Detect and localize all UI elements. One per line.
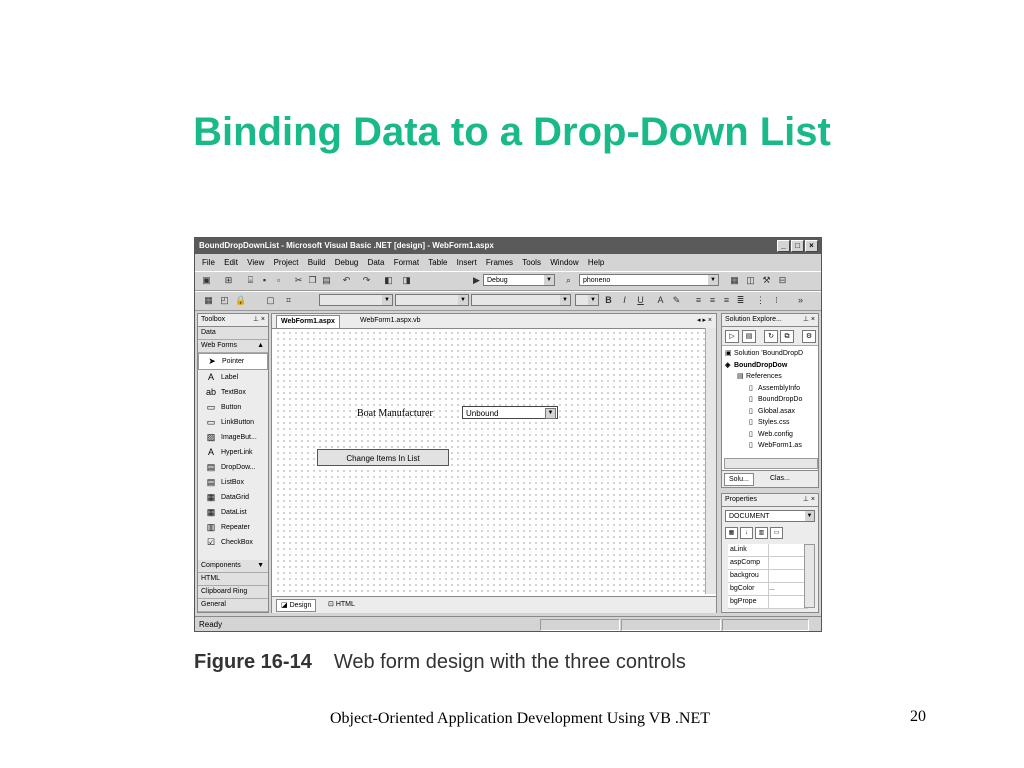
lock-icon[interactable]: 🔒 bbox=[235, 295, 247, 305]
back-color-icon[interactable]: ✎ bbox=[672, 295, 681, 305]
tree-item[interactable] bbox=[722, 429, 818, 441]
new-project-icon[interactable]: ▣ bbox=[202, 275, 211, 285]
class-view-icon[interactable]: ⊟ bbox=[778, 275, 787, 285]
dropdown-value: Unbound bbox=[466, 409, 499, 418]
properties-panel bbox=[721, 493, 819, 613]
menu-insert[interactable]: Insert bbox=[456, 258, 477, 267]
font-name-select[interactable] bbox=[395, 294, 469, 306]
tree-item[interactable] bbox=[722, 371, 818, 383]
repeater-icon: ▥ bbox=[206, 522, 216, 532]
zoom-select[interactable] bbox=[575, 294, 599, 306]
tree-item[interactable] bbox=[722, 383, 818, 395]
tab-html[interactable] bbox=[324, 599, 359, 610]
tree-item-label: AssemblyInfo bbox=[758, 384, 801, 392]
tab-nav-icon[interactable]: ◂ ▸ × bbox=[696, 317, 712, 324]
property-name: aLink bbox=[728, 544, 769, 556]
boat-dropdown-list[interactable] bbox=[462, 406, 558, 419]
property-name: backgrou bbox=[728, 570, 769, 582]
block-format-select[interactable] bbox=[319, 294, 393, 306]
show-all-files-icon[interactable]: ⧉ bbox=[780, 330, 794, 343]
listbox-icon: ▤ bbox=[206, 477, 216, 487]
save-all-icon[interactable]: ▫ bbox=[276, 275, 281, 285]
menu-debug[interactable]: Debug bbox=[334, 258, 359, 267]
tree-item-label: References bbox=[746, 373, 782, 380]
page-number: 20 bbox=[910, 708, 926, 725]
toolbox-item[interactable] bbox=[198, 490, 268, 505]
solution-scrollbar[interactable] bbox=[724, 458, 818, 469]
bring-forward-icon[interactable]: ⌗ bbox=[285, 295, 292, 305]
properties-title: Properties bbox=[725, 496, 757, 503]
view-tabs bbox=[272, 596, 716, 613]
properties-grid bbox=[728, 544, 808, 609]
chevron-down-icon: ▼ bbox=[588, 295, 598, 305]
menu-build[interactable]: Build bbox=[307, 258, 326, 267]
chevron-down-icon: ▼ bbox=[545, 408, 556, 419]
pin-icon[interactable]: ⊥ × bbox=[802, 316, 815, 323]
toolbox-bottom-categories bbox=[198, 560, 268, 612]
toolbox-category-label: Web Forms bbox=[201, 342, 238, 349]
file-icon: ▯ bbox=[749, 442, 753, 449]
justify-icon[interactable]: ≣ bbox=[736, 295, 745, 305]
solution-tabs bbox=[722, 470, 818, 487]
toolbox-header bbox=[198, 314, 268, 327]
pin-icon[interactable]: ⊥ × bbox=[252, 316, 265, 323]
toolbox-item-label: CheckBox bbox=[221, 539, 253, 546]
solution-explorer-header bbox=[722, 314, 818, 327]
alphabetical-icon[interactable]: ↓ bbox=[740, 527, 753, 539]
tree-item-label: BoundDropDow bbox=[734, 361, 788, 369]
editor-scrollbar[interactable] bbox=[705, 328, 716, 594]
redo-icon[interactable]: ↷ bbox=[362, 275, 371, 285]
categorized-icon[interactable]: ▦ bbox=[725, 527, 738, 539]
view-designer-icon[interactable]: ▤ bbox=[742, 330, 756, 343]
toolbox-item-label: HyperLink bbox=[221, 449, 253, 456]
tree-item[interactable] bbox=[722, 360, 818, 372]
toolbox-item[interactable] bbox=[198, 385, 268, 400]
tab-class-view[interactable]: Clas... bbox=[770, 475, 790, 482]
figure-number: Figure 16-14 bbox=[194, 651, 312, 673]
toolbox-panel bbox=[197, 313, 269, 613]
status-panel bbox=[621, 619, 721, 631]
solution-tree bbox=[722, 346, 818, 452]
vs-ide-screenshot bbox=[194, 237, 822, 632]
pointer-icon: ➤ bbox=[208, 356, 216, 366]
toolbox-category-clipboard-ring[interactable]: Clipboard Ring bbox=[198, 586, 268, 599]
file-icon: ▯ bbox=[749, 384, 753, 392]
tree-item-label: BoundDropDo bbox=[758, 396, 803, 403]
menu-window[interactable]: Window bbox=[550, 258, 579, 267]
window-title: BoundDropDownList - Microsoft Visual Basic .NET [design] - WebForm1.aspx bbox=[199, 241, 494, 250]
property-row[interactable] bbox=[728, 583, 808, 596]
find-icon[interactable]: ⌕ bbox=[565, 275, 572, 285]
toolbox-item-label: ImageBut... bbox=[221, 434, 257, 441]
toolbox-item[interactable] bbox=[198, 353, 268, 370]
start-icon[interactable]: ▶ bbox=[473, 275, 480, 285]
solution-config-value: Debug bbox=[487, 277, 508, 284]
toolbox-title: Toolbox bbox=[201, 316, 226, 323]
tab-design[interactable] bbox=[276, 599, 316, 612]
property-name: aspComp bbox=[728, 557, 769, 569]
tree-item-label: Global.asax bbox=[758, 407, 795, 415]
toolbox-item-label: Repeater bbox=[221, 524, 250, 531]
align-center-icon[interactable]: ≡ bbox=[709, 295, 716, 305]
bulleted-list-icon[interactable]: ⁝ bbox=[775, 295, 778, 305]
standard-toolbar bbox=[195, 271, 821, 291]
file-icon: ▯ bbox=[749, 407, 753, 415]
cut-icon[interactable]: ✂ bbox=[294, 275, 303, 285]
tab-solution-explorer[interactable]: Solu... bbox=[724, 473, 754, 486]
properties-scrollbar[interactable] bbox=[804, 544, 815, 608]
menu-edit[interactable]: Edit bbox=[224, 258, 238, 267]
slide-title: Binding Data to a Drop-Down List bbox=[193, 110, 831, 154]
toolbox-item[interactable] bbox=[198, 460, 268, 475]
properties-header bbox=[722, 494, 818, 507]
textbox-icon: ab bbox=[206, 387, 217, 397]
property-name: bgColor bbox=[728, 583, 769, 595]
properties-toolbar bbox=[725, 527, 785, 539]
toolbox-item[interactable] bbox=[198, 475, 268, 490]
add-item-icon[interactable]: ⊞ bbox=[224, 275, 233, 285]
chevron-down-icon: ▼ bbox=[708, 275, 718, 285]
design-icon: ◪ bbox=[281, 602, 290, 609]
menu-bar bbox=[195, 255, 821, 270]
property-value[interactable] bbox=[769, 544, 808, 556]
toolbox-items bbox=[198, 353, 268, 550]
refresh-icon[interactable]: ↻ bbox=[764, 330, 778, 343]
window-titlebar bbox=[195, 238, 821, 254]
solution-explorer-panel bbox=[721, 313, 819, 488]
open-icon[interactable]: ⌸ bbox=[247, 275, 254, 285]
toolbox-item-label: LinkButton bbox=[221, 419, 255, 426]
underline-icon[interactable]: U bbox=[637, 295, 644, 305]
align-left-icon[interactable]: ≡ bbox=[695, 295, 702, 305]
checkbox-icon: ☑ bbox=[206, 537, 216, 547]
toolbox-category-data[interactable]: Data bbox=[198, 327, 268, 340]
scroll-down-icon[interactable]: ▼ bbox=[257, 562, 264, 569]
snap-icon[interactable]: ◰ bbox=[220, 295, 229, 305]
align-right-icon[interactable]: ≡ bbox=[723, 295, 730, 305]
imagebutton-icon: ▨ bbox=[206, 432, 216, 442]
pin-icon[interactable]: ⊥ × bbox=[802, 496, 815, 503]
undo-icon[interactable]: ↶ bbox=[342, 275, 351, 285]
property-pages-icon[interactable]: ▭ bbox=[770, 527, 783, 539]
navigate-back-icon[interactable]: ◧ bbox=[384, 275, 393, 285]
design-surface[interactable] bbox=[275, 330, 705, 592]
positioning-icon[interactable]: ▢ bbox=[266, 295, 275, 305]
figure-description: Web form design with the three controls bbox=[333, 651, 686, 673]
toolbox-item-label: Button bbox=[221, 404, 242, 411]
property-name: bgPrope bbox=[728, 596, 769, 608]
tree-item-label: Styles.css bbox=[758, 419, 790, 426]
tab-html-label: HTML bbox=[335, 601, 355, 608]
grid-icon[interactable]: ▦ bbox=[204, 295, 213, 305]
change-items-button[interactable]: Change Items In List bbox=[317, 449, 449, 466]
menu-help[interactable]: Help bbox=[587, 258, 605, 267]
tab-design-label: Design bbox=[289, 602, 312, 609]
menu-frames[interactable]: Frames bbox=[485, 258, 514, 267]
solution-icon: ▣ bbox=[725, 350, 732, 357]
tree-item-label: Solution 'BoundDropD bbox=[734, 350, 804, 357]
hyperlink-icon: A bbox=[207, 447, 214, 457]
chevron-down-icon: ▼ bbox=[560, 295, 570, 305]
toolbox-item[interactable] bbox=[198, 445, 268, 460]
tree-item-label: WebForm1.as bbox=[758, 442, 802, 449]
chevron-down-icon: ▼ bbox=[458, 295, 468, 305]
menu-tools[interactable]: Tools bbox=[522, 258, 541, 267]
datalist-icon: ▦ bbox=[206, 507, 216, 517]
bold-icon[interactable]: B bbox=[605, 295, 612, 305]
status-text: Ready bbox=[199, 620, 223, 629]
italic-icon[interactable]: I bbox=[623, 295, 626, 305]
tree-item[interactable] bbox=[722, 348, 818, 360]
view-code-icon[interactable]: ▷ bbox=[725, 330, 739, 343]
toolbox-item[interactable] bbox=[198, 430, 268, 445]
navigate-forward-icon[interactable]: ◨ bbox=[402, 275, 411, 285]
status-panel bbox=[722, 619, 809, 631]
chevron-down-icon: ▼ bbox=[382, 295, 392, 305]
toolbox-item-label: DataList bbox=[221, 509, 247, 516]
document-tabs bbox=[272, 314, 716, 329]
numbered-list-icon[interactable]: ⋮ bbox=[756, 295, 765, 305]
toolbox-item[interactable] bbox=[198, 520, 268, 535]
chevron-down-icon: ▼ bbox=[806, 513, 813, 519]
formatting-toolbar bbox=[195, 291, 821, 311]
property-row[interactable] bbox=[728, 596, 808, 609]
status-panel bbox=[540, 619, 620, 631]
toolbox-item[interactable] bbox=[198, 415, 268, 430]
property-value[interactable] bbox=[769, 557, 808, 569]
solution-explorer-icon[interactable]: ▦ bbox=[730, 275, 739, 285]
linkbutton-icon: ▭ bbox=[206, 417, 216, 427]
toolbox-category-html[interactable]: HTML bbox=[198, 573, 268, 586]
file-icon: ▯ bbox=[749, 419, 753, 426]
slide-footer: Object-Oriented Application Development Using VB .NET bbox=[329, 710, 711, 727]
file-icon: ▯ bbox=[749, 396, 753, 403]
tree-item[interactable] bbox=[722, 394, 818, 406]
chevron-down-icon: ▼ bbox=[544, 275, 554, 285]
copy-icon[interactable]: ❐ bbox=[308, 275, 317, 285]
menu-file[interactable]: File bbox=[202, 258, 215, 267]
menu-table[interactable]: Table bbox=[428, 258, 448, 267]
toolbox-icon[interactable]: ⚒ bbox=[762, 275, 771, 285]
toolbox-item[interactable] bbox=[198, 370, 268, 385]
toolbox-item[interactable] bbox=[198, 505, 268, 520]
tree-item[interactable] bbox=[722, 406, 818, 418]
toolbox-item[interactable] bbox=[198, 535, 268, 550]
overflow-icon[interactable]: » bbox=[797, 295, 803, 305]
paste-icon[interactable]: ▤ bbox=[322, 275, 331, 285]
toolbox-item[interactable] bbox=[198, 400, 268, 415]
status-bar bbox=[195, 616, 821, 632]
solution-explorer-title: Solution Explore... bbox=[725, 316, 782, 323]
properties-window-icon[interactable]: ◫ bbox=[746, 275, 755, 285]
property-value[interactable] bbox=[769, 596, 808, 608]
toolbox-category-label: Components bbox=[201, 562, 241, 569]
scroll-up-icon[interactable]: ▲ bbox=[257, 342, 264, 349]
toolbox-category-web-forms[interactable] bbox=[198, 340, 268, 353]
label-icon: A bbox=[207, 372, 214, 382]
find-value: phoneno bbox=[583, 277, 611, 284]
tree-item-label: Web.config bbox=[758, 430, 793, 438]
properties-object-value: DOCUMENT bbox=[729, 513, 770, 520]
properties-object-select[interactable] bbox=[725, 510, 815, 522]
maximize-button[interactable]: □ bbox=[791, 240, 804, 252]
html-icon: ⊡ bbox=[328, 601, 336, 608]
property-row[interactable] bbox=[728, 570, 808, 583]
save-icon[interactable]: ▪ bbox=[262, 275, 267, 285]
toolbox-item-label: Label bbox=[221, 374, 239, 381]
property-row[interactable] bbox=[728, 557, 808, 570]
font-size-select[interactable] bbox=[471, 294, 571, 306]
project-icon: ◈ bbox=[725, 361, 731, 369]
boat-manufacturer-label[interactable]: Boat Manufacturer bbox=[357, 408, 433, 419]
file-icon: ▯ bbox=[749, 430, 753, 438]
tab-webform-aspx[interactable]: WebForm1.aspx bbox=[276, 315, 340, 328]
tree-item[interactable] bbox=[722, 440, 818, 452]
property-value[interactable]: ... bbox=[769, 585, 775, 592]
toolbox-category-general[interactable]: General bbox=[198, 599, 268, 612]
tree-item[interactable] bbox=[722, 417, 818, 429]
toolbox-item-label: DropDow... bbox=[221, 464, 256, 471]
datagrid-icon: ▦ bbox=[206, 492, 216, 502]
toolbox-item-label: DataGrid bbox=[221, 494, 250, 501]
events-icon[interactable]: ▥ bbox=[755, 527, 768, 539]
dropdown-icon: ▤ bbox=[206, 462, 216, 472]
menu-format[interactable]: Format bbox=[393, 258, 420, 267]
references-icon: ▤ bbox=[737, 373, 744, 380]
editor-panel bbox=[271, 313, 717, 613]
toolbox-category-components[interactable] bbox=[198, 560, 268, 573]
property-value[interactable] bbox=[769, 570, 808, 582]
toolbox-item-label: Pointer bbox=[222, 358, 245, 365]
menu-project[interactable]: Project bbox=[273, 258, 299, 267]
property-row[interactable] bbox=[728, 544, 808, 557]
figure-caption bbox=[194, 651, 686, 674]
tab-webform-aspx-vb[interactable]: WebForm1.aspx.vb bbox=[360, 317, 421, 324]
solution-config-select[interactable] bbox=[483, 274, 555, 286]
properties-icon[interactable]: ⚙ bbox=[802, 330, 816, 343]
menu-view[interactable]: View bbox=[247, 258, 265, 267]
solution-explorer-toolbar bbox=[722, 327, 818, 346]
menu-data[interactable]: Data bbox=[367, 258, 385, 267]
toolbox-item-label: TextBox bbox=[221, 389, 246, 396]
fore-color-icon[interactable]: A bbox=[657, 295, 664, 305]
minimize-button[interactable]: _ bbox=[777, 240, 790, 252]
toolbox-item-label: ListBox bbox=[221, 479, 244, 486]
button-icon: ▭ bbox=[206, 402, 216, 412]
close-button[interactable]: × bbox=[805, 240, 818, 252]
find-combo[interactable] bbox=[579, 274, 719, 286]
